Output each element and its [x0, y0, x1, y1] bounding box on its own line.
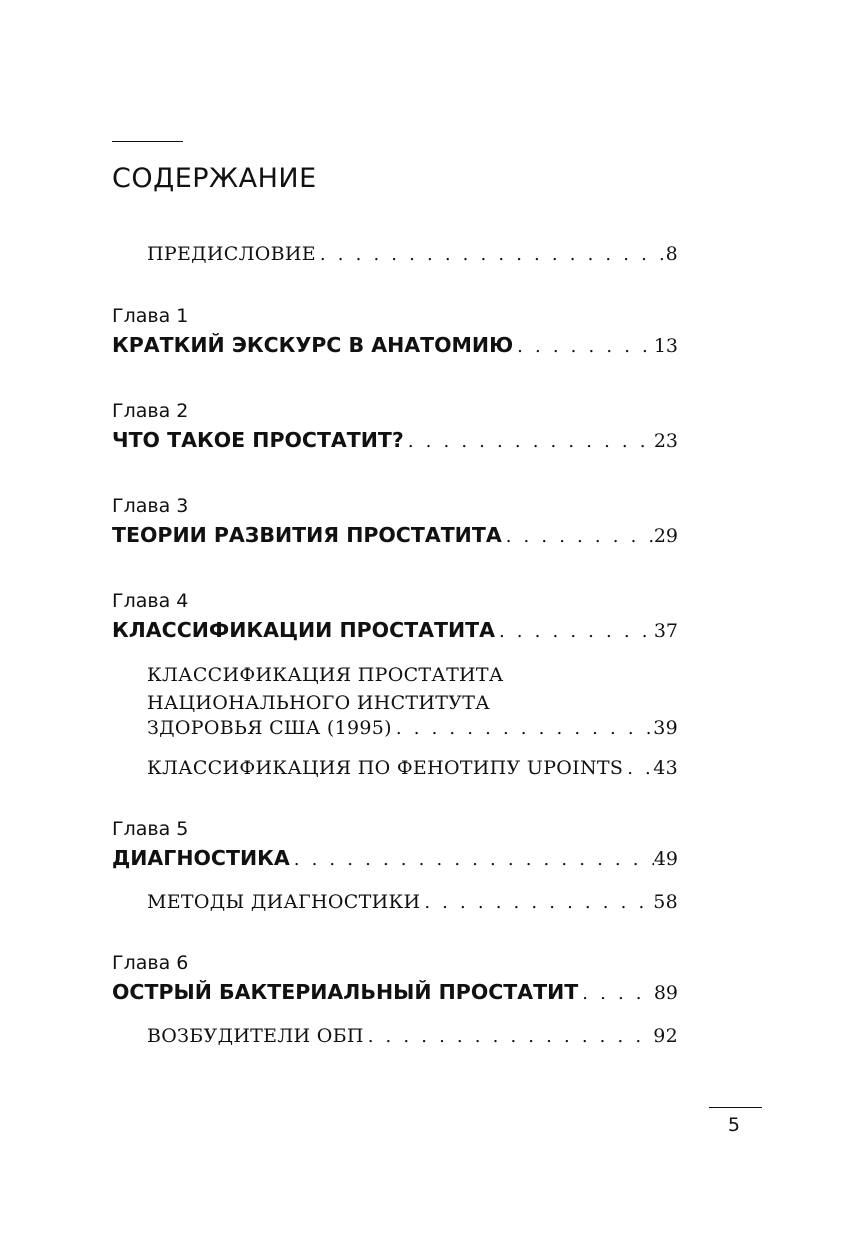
chapter-label: Глава 3 [112, 495, 189, 517]
toc-entry-preface[interactable] [147, 243, 678, 265]
section-title-line: КЛАССИФИКАЦИЯ ПРОСТАТИТА [147, 664, 504, 686]
page-title: СОДЕРЖАНИЕ [112, 163, 317, 194]
toc-entry-chapter-1[interactable] [112, 333, 678, 357]
dot-leader [404, 431, 654, 452]
toc-entry-chapter-6[interactable] [112, 980, 678, 1004]
chapter-label: Глава 6 [112, 952, 189, 974]
chapter-title: ТЕОРИИ РАЗВИТИЯ ПРОСТАТИТА [112, 523, 502, 547]
toc-page-number: 13 [653, 335, 678, 357]
toc-page-number: 49 [653, 848, 678, 870]
chapter-title: ДИАГНОСТИКА [112, 846, 290, 870]
dot-leader [420, 892, 653, 913]
chapter-title: КРАТКИЙ ЭКСКУРС В АНАТОМИЮ [112, 333, 514, 357]
title-rule [112, 141, 183, 142]
section-title: ВОЗБУДИТЕЛИ ОБП [147, 1025, 364, 1047]
toc-entry-label: ПРЕДИСЛОВИЕ [147, 243, 316, 265]
dot-leader [364, 1026, 654, 1047]
toc-page-number: 39 [653, 717, 678, 739]
page-number: 5 [727, 1114, 740, 1136]
chapter-label: Глава 2 [112, 400, 189, 422]
dot-leader [513, 336, 654, 357]
dot-leader [392, 718, 653, 739]
dot-leader [316, 244, 666, 265]
toc-entry-section-upoints[interactable] [147, 757, 678, 779]
toc-entry-section-nih[interactable] [147, 717, 678, 739]
chapter-title: ОСТРЫЙ БАКТЕРИАЛЬНЫЙ ПРОСТАТИТ [112, 980, 579, 1004]
section-title: КЛАССИФИКАЦИЯ ПО ФЕНОТИПУ UPOINTS [147, 757, 624, 779]
chapter-title: ЧТО ТАКОЕ ПРОСТАТИТ? [112, 428, 404, 452]
chapter-label: Глава 1 [112, 305, 189, 327]
toc-page-number: 58 [653, 891, 678, 913]
chapter-label: Глава 4 [112, 590, 189, 612]
toc-page-number: 89 [653, 982, 678, 1004]
chapter-title: КЛАССИФИКАЦИИ ПРОСТАТИТА [112, 618, 495, 642]
toc-page-number: 29 [653, 525, 678, 547]
toc-page-number: 43 [653, 757, 678, 779]
dot-leader [502, 526, 654, 547]
toc-entry-chapter-3[interactable] [112, 523, 678, 547]
toc-entry-section-methods[interactable] [147, 891, 678, 913]
section-title-line: НАЦИОНАЛЬНОГО ИНСТИТУТА [147, 692, 490, 714]
toc-page-number: 37 [653, 620, 678, 642]
section-title-line: ЗДОРОВЬЯ США (1995) [147, 717, 392, 739]
chapter-label: Глава 5 [112, 818, 189, 840]
toc-entry-chapter-5[interactable] [112, 846, 678, 870]
toc-page-number: 23 [653, 430, 678, 452]
toc-page-number: 92 [653, 1025, 678, 1047]
toc-page-number: 8 [665, 243, 678, 265]
dot-leader [290, 849, 654, 870]
toc-entry-section-pathogens[interactable] [147, 1025, 678, 1047]
dot-leader [578, 983, 654, 1004]
section-title: МЕТОДЫ ДИАГНОСТИКИ [147, 891, 421, 913]
toc-entry-chapter-2[interactable] [112, 428, 678, 452]
dot-leader [495, 621, 654, 642]
dot-leader [623, 758, 653, 779]
footer-rule [709, 1107, 762, 1108]
toc-section-multiline[interactable] [147, 661, 504, 717]
toc-entry-chapter-4[interactable] [112, 618, 678, 642]
